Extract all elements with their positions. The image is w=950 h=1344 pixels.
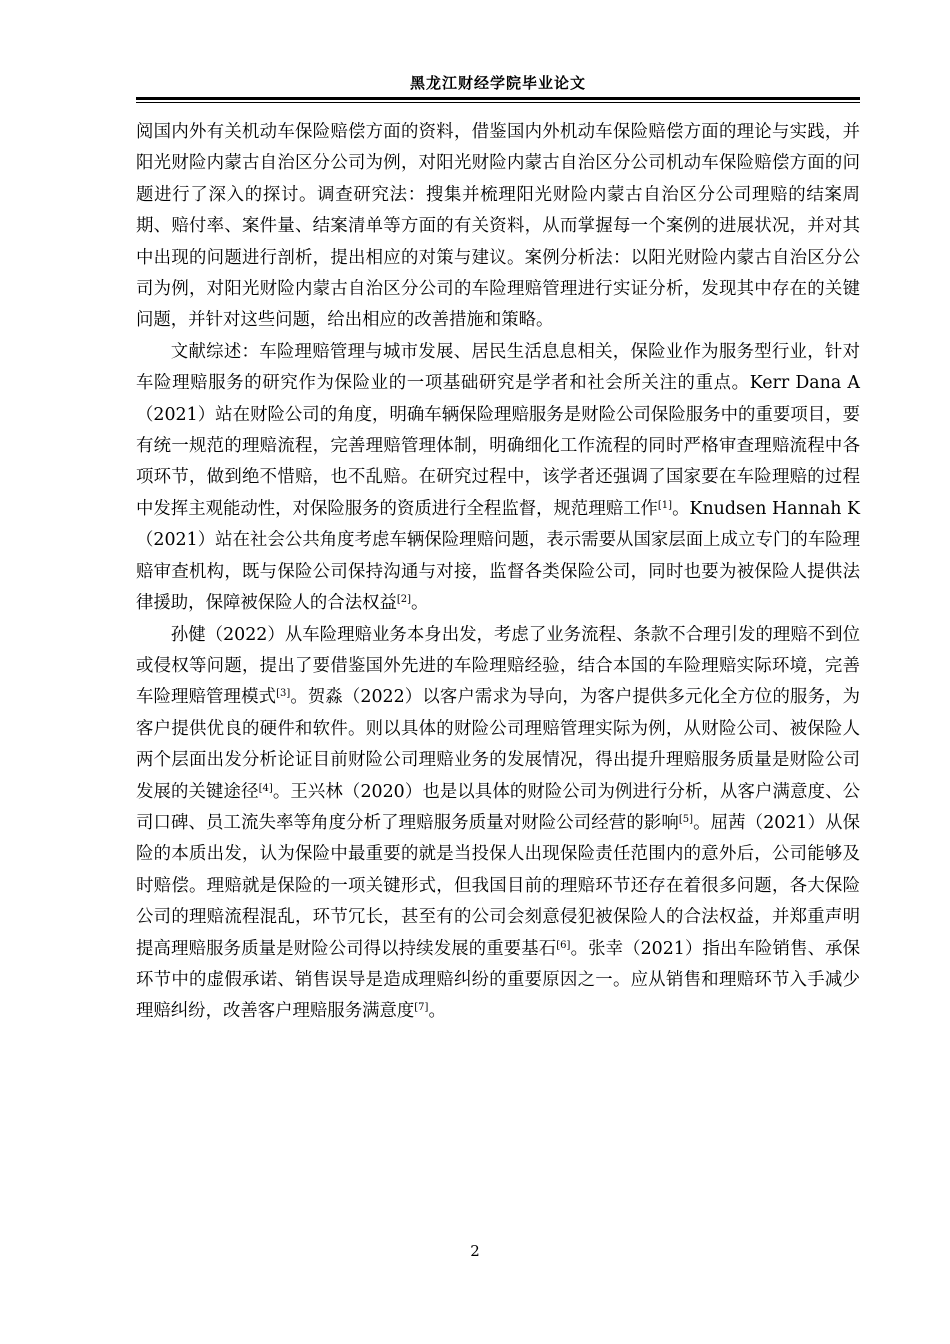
citation-marker: [3] bbox=[276, 688, 291, 700]
page-header-title: 黑龙江财经学院毕业论文 bbox=[409, 74, 586, 92]
paragraph-literature-review bbox=[136, 337, 860, 620]
citation-marker: [7] bbox=[414, 1002, 429, 1014]
paragraph-text: 孙健（2022）从车险理赔业务本身出发，考虑了业务流程、条款不合理引发的理赔不到位或侵权等问题，提出了要借鉴国外先进的车险理赔经验，结合本国的车险理赔实际环境，完善车险理赔管理模式 bbox=[136, 624, 860, 708]
paragraph-text: 。贺淼（2022）以客户需求为导向，为客户提供多元化全方位的服务，为客户提供优良的硬件和软件。则以具体的财险公司理赔管理实际为例，从财险公司、被保险人两个层面出发分析论证目前财险公司理赔业务的发展情况，得出提升理赔服务质量是财险公司发展的关键途径 bbox=[136, 687, 860, 802]
body-text bbox=[136, 117, 860, 1028]
paragraph-text: 。 bbox=[411, 593, 429, 614]
paragraph-text: 。 bbox=[428, 1001, 446, 1022]
citation-marker: [6] bbox=[556, 939, 571, 951]
header-rule-thin bbox=[136, 102, 860, 103]
paragraph-literature-domestic bbox=[136, 620, 860, 1028]
paragraph-methods bbox=[136, 117, 860, 337]
citation-marker: [2] bbox=[396, 594, 412, 606]
page-number: 2 bbox=[470, 1242, 480, 1260]
paragraph-text: 文献综述：车险理赔管理与城市发展、居民生活息息相关，保险业作为服务型行业，针对车险理赔服务的研究作为保险业的一项基础研究是学者和社会所关注的重点。Kerr Dana A（2021）站在财险公司的角度，明确车辆保险理赔服务是财险公司保险服务中的重要项目，要有统一规范的理赔流程，完善理赔管理体制，明确细化工作流程的同时严格审查理赔流程中各项环节，做到绝不惜赔，也不乱赔。在研究过程中，该学者还强调了国家要在车险理赔的过程中发挥主观能动性，对保险服务的资质进行全程监督，规范理赔工作 bbox=[136, 341, 860, 519]
citation-marker: [5] bbox=[678, 813, 694, 825]
paragraph-text: 阅国内外有关机动车保险赔偿方面的资料，借鉴国内外机动车保险赔偿方面的理论与实践，并阳光财险内蒙古自治区分公司为例，对阳光财险内蒙古自治区分公司机动车保险赔偿方面的问题进行了深入的探讨。调查研究法：搜集并梳理阳光财险内蒙古自治区分公司理赔的结案周期、赔付率、案件量、结案清单等方面的有关资料，从而掌握每一个案例的进展状况，并对其中出现的问题进行剖析，提出相应的对策与建议。案例分析法：以阳光财险内蒙古自治区分公司为例，对阳光财险内蒙古自治区分公司的车险理赔管理进行实证分析，发现其中存在的关键问题，并针对这些问题，给出相应的改善措施和策略。 bbox=[136, 122, 860, 331]
header-rule-thick bbox=[136, 97, 860, 100]
paragraph-text: 。王兴林（2020）也是以具体的财险公司为例进行分析，从客户满意度、公司口碑、员工流失率等角度分析了理赔服务质量对财险公司经营的影响 bbox=[136, 781, 860, 833]
citation-marker: [1] bbox=[657, 499, 673, 511]
paragraph-text: 。Knudsen Hannah K（2021）站在社会公共角度考虑车辆保险理赔问题，表示需要从国家层面上成立专门的车险理赔审查机构，既与保险公司保持沟通与对接，监督各类保险公司，同时也要为被保险人提供法律援助，保障被保险人的合法权益 bbox=[136, 498, 860, 614]
citation-marker: [4] bbox=[258, 782, 273, 794]
paragraph-text: 。屈茜（2021）从保险的本质出发，认为保险中最重要的就是当投保人出现保险责任范围内的意外后，公司能够及时赔偿。理赔就是保险的一项关键形式，但我国目前的理赔环节还存在着很多问题，各大保险公司的理赔流程混乱，环节冗长，甚至有的公司会刻意侵犯被保险人的合法权益，并郑重声明提高理赔服务质量是财险公司得以持续发展的重要基石 bbox=[136, 812, 860, 959]
paragraph-text: 。张幸（2021）指出车险销售、承保环节中的虚假承诺、销售误导是造成理赔纠纷的重要原因之一。应从销售和理赔环节入手减少理赔纠纷，改善客户理赔服务满意度 bbox=[136, 938, 860, 1022]
